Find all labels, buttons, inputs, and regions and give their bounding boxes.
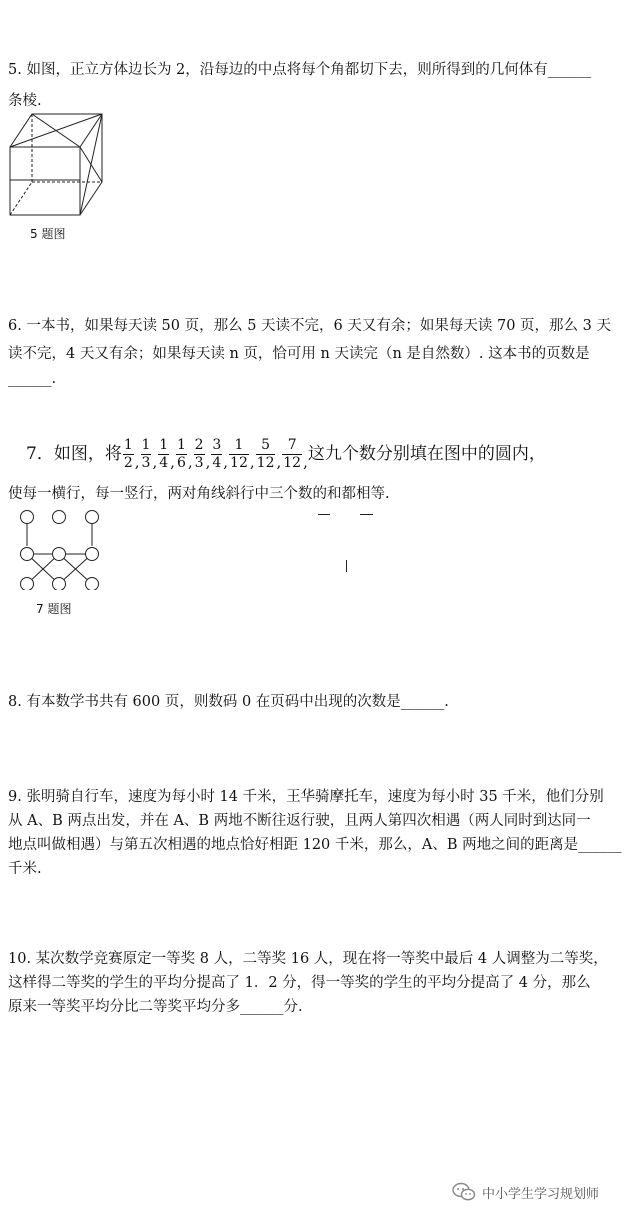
circle-grid-figure [13, 508, 105, 590]
stray-dash [360, 514, 373, 515]
q7-fraction [282, 437, 302, 472]
grid-circle [53, 578, 66, 591]
fraction-numerator: 7 [282, 437, 302, 455]
question-5 [8, 58, 632, 114]
grid-circle [86, 548, 99, 561]
grid-circle [21, 578, 34, 591]
fraction-separator: , [249, 453, 255, 471]
question-10 [8, 947, 632, 1019]
fraction-numerator: 1 [159, 437, 169, 453]
fraction-separator: , [152, 453, 158, 471]
watermark [452, 1180, 599, 1204]
grid-circle [53, 511, 66, 524]
stray-bar [346, 560, 347, 572]
fraction-separator: , [134, 453, 140, 471]
stray-dash [318, 514, 330, 515]
q5-line1: 5. 如图，正立方体边长为 2，沿每边的中点将每个角都切下去，则所得到的几何体有______ [8, 62, 592, 78]
question-9 [8, 785, 632, 881]
fraction-denominator: 2 [123, 455, 133, 471]
fraction-denominator: 6 [176, 455, 186, 471]
q10-line2: 这样得二等奖的学生的平均分提高了 1．2 分，得一等奖的学生的平均分提高了 4 分，那么 [8, 975, 591, 991]
fraction-denominator: 3 [194, 455, 204, 471]
grid-circle [21, 548, 34, 561]
q7-fraction [194, 437, 205, 472]
fraction-separator: , [187, 453, 193, 471]
fraction-denominator: 4 [212, 455, 222, 471]
q7-fraction [141, 437, 152, 472]
q7-line2: 使每一横行，每一竖行，两对角线斜行中三个数的和都相等. [8, 486, 390, 502]
q9-line3: 地点叫做相遇）与第五次相遇的地点恰好相距 120 千米，那么，A、B 两地之间的距离是______ [8, 837, 622, 853]
fraction-numerator: 1 [141, 437, 151, 453]
fraction-separator: , [223, 453, 229, 471]
fraction-numerator: 1 [176, 437, 186, 453]
fraction-denominator: 12 [283, 455, 302, 471]
fraction-separator: , [276, 453, 282, 471]
q8-line1: 8. 有本数学书共有 600 页，则数码 0 在页码中出现的次数是______. [8, 694, 449, 710]
q7-prefix: 7．如图，将 [26, 444, 122, 464]
grid-circle [86, 511, 99, 524]
q10-line1: 10. 某次数学竞赛原定一等奖 8 人，二等奖 16 人，现在将一等奖中最后 4 人调整为二等奖， [8, 951, 608, 967]
q7-fraction [211, 437, 222, 472]
q7-fraction [229, 437, 249, 472]
q9-line1: 9. 张明骑自行车，速度为每小时 14 千米，王华骑摩托车，速度为每小时 35 千米，他们分别 [8, 789, 604, 805]
grid-circle [21, 511, 34, 524]
fraction-separator: , [205, 453, 211, 471]
q5-line2: 条棱. [8, 93, 42, 109]
fraction-numerator: 1 [123, 437, 133, 453]
question-6 [8, 314, 632, 392]
fraction-numerator: 5 [256, 437, 276, 455]
grid-circle [53, 548, 66, 561]
fraction-denominator: 3 [141, 455, 151, 471]
q7-fraction [176, 437, 187, 472]
q6-line1: 6. 一本书，如果每天读 50 页，那么 5 天读不完，6 天又有余；如果每天读 70 页，那么 3 天 [8, 318, 612, 334]
fraction-separator: , [303, 453, 308, 471]
fraction-numerator: 3 [212, 437, 222, 453]
cube-figure [6, 110, 106, 218]
q7-line1 [26, 434, 546, 482]
q7-suffix: 这九个数分别填在图中的圆内， [307, 444, 546, 464]
fraction-denominator: 4 [159, 455, 169, 471]
q7-fraction [123, 437, 134, 472]
wechat-icon [452, 1182, 476, 1202]
q7-figure-caption: 7 题图 [36, 602, 72, 616]
watermark-text: 中小学生学习规划师 [482, 1186, 600, 1202]
question-8 [8, 690, 632, 715]
q7-fraction [256, 437, 276, 472]
fraction-denominator: 12 [256, 455, 275, 471]
grid-circle [86, 578, 99, 591]
q5-figure-caption: 5 题图 [30, 227, 66, 241]
q7-fraction-list [122, 437, 308, 471]
fraction-denominator: 12 [230, 455, 248, 471]
q10-line3: 原来一等奖平均分比二等奖平均分多______分. [8, 999, 303, 1015]
q7-fraction [158, 437, 169, 472]
fraction-numerator: 1 [229, 437, 249, 455]
q6-line2: 读不完，4 天又有余；如果每天读 n 页，恰可用 n 天读完（n 是自然数）. 这本书的页数是______. [8, 346, 590, 387]
q9-line4: 千米. [8, 861, 42, 877]
q9-line2: 从 A、B 两点出发，并在 A、B 两地不断往返行驶，且两人第四次相遇（两人同时到达同一 [8, 813, 591, 829]
fraction-separator: , [170, 453, 175, 471]
fraction-numerator: 2 [194, 437, 204, 453]
